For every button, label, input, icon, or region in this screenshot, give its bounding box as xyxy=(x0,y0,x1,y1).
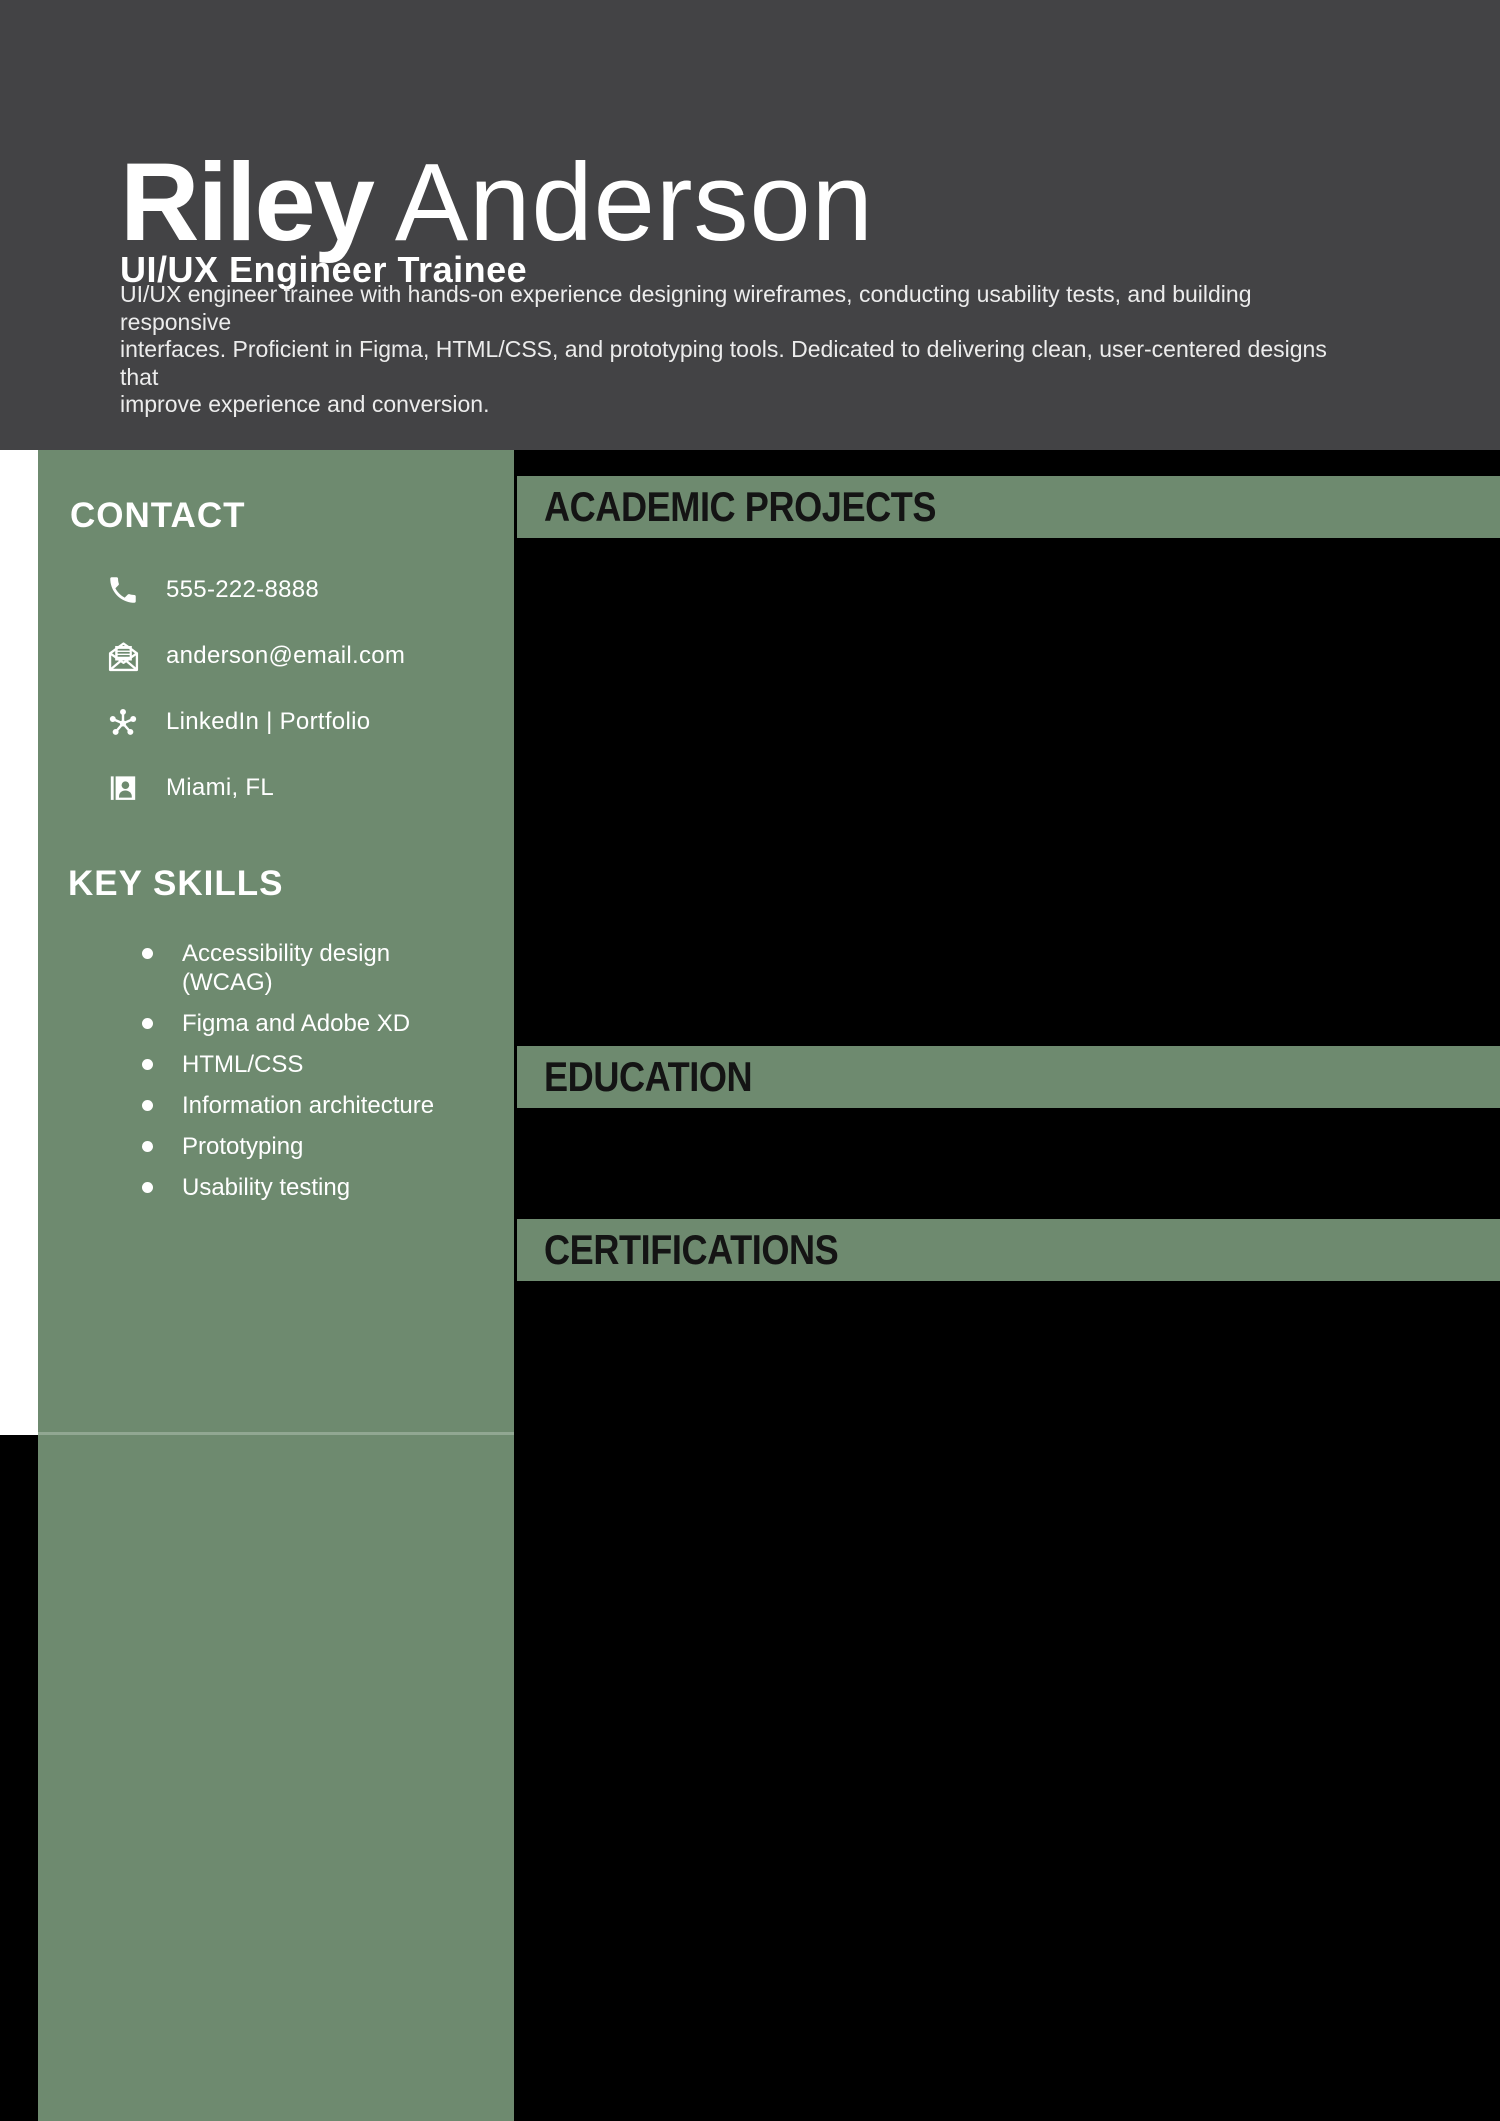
skills-heading: KEY SKILLS xyxy=(68,864,284,903)
contact-row xyxy=(38,702,514,742)
skill-text: Information architecture xyxy=(182,1092,435,1119)
page-break-seam xyxy=(38,1432,514,1435)
skill-item xyxy=(142,1091,472,1120)
skill-text: HTML/CSS xyxy=(182,1051,304,1078)
bullet-icon xyxy=(142,1141,153,1152)
network-icon xyxy=(104,702,142,742)
skill-text: Prototyping xyxy=(182,1133,304,1160)
contact-row xyxy=(38,570,514,610)
skill-item xyxy=(142,1173,472,1202)
main-content xyxy=(517,450,1500,2121)
contact-heading: CONTACT xyxy=(70,496,246,535)
job-title: UI/UX Engineer Trainee xyxy=(120,248,528,290)
contact-text: 555-222-8888 xyxy=(166,576,320,603)
bullet-icon xyxy=(142,1018,153,1029)
email-icon xyxy=(104,636,142,676)
header xyxy=(0,0,1500,450)
contact-list xyxy=(38,570,514,808)
summary-line: UI/UX engineer trainee with hands-on experience designing wireframes, conducting usability tests, and building responsive xyxy=(120,281,1252,335)
contact-row xyxy=(38,636,514,676)
skill-item xyxy=(142,1050,472,1079)
section-heading-label: EDUCATION xyxy=(544,1053,753,1100)
skill-item xyxy=(142,1009,472,1038)
bullet-icon xyxy=(142,948,153,959)
skill-item xyxy=(142,939,472,997)
skill-text: Figma and Adobe XD xyxy=(182,1010,411,1037)
skills-list xyxy=(142,939,472,1214)
redacted-academic-projects-content xyxy=(517,538,1500,1046)
contact-text: anderson@email.com xyxy=(166,642,406,669)
bullet-icon xyxy=(142,1182,153,1193)
bullet-icon xyxy=(142,1100,153,1111)
redacted-education-content xyxy=(517,1108,1500,1219)
profile-summary xyxy=(120,281,1360,419)
summary-line: improve experience and conversion. xyxy=(120,391,490,417)
section-heading-label: ACADEMIC PROJECTS xyxy=(544,483,937,530)
bullet-icon xyxy=(142,1059,153,1070)
section-header-education xyxy=(517,1046,1500,1108)
person-name xyxy=(120,140,874,264)
section-heading-label: CERTIFICATIONS xyxy=(544,1226,839,1273)
contact-text: LinkedIn | Portfolio xyxy=(166,708,371,735)
last-name: Anderson xyxy=(394,140,874,264)
section-header-certifications xyxy=(517,1219,1500,1281)
page-left-margin xyxy=(0,450,38,1435)
sidebar xyxy=(38,450,514,2121)
skill-text: Usability testing xyxy=(182,1174,351,1201)
phone-icon xyxy=(104,570,142,610)
id-card-icon xyxy=(104,768,142,808)
first-name: Riley xyxy=(120,140,373,264)
redacted-certifications-content xyxy=(517,1281,1500,2121)
contact-text: Miami, FL xyxy=(166,774,275,801)
skill-text: Accessibility design (WCAG) xyxy=(182,940,391,996)
skill-item xyxy=(142,1132,472,1161)
summary-line: interfaces. Proficient in Figma, HTML/CSS, and prototyping tools. Dedicated to delivering clean, user-centered designs that xyxy=(120,336,1327,390)
contact-row xyxy=(38,768,514,808)
section-header-academic-projects xyxy=(517,476,1500,538)
